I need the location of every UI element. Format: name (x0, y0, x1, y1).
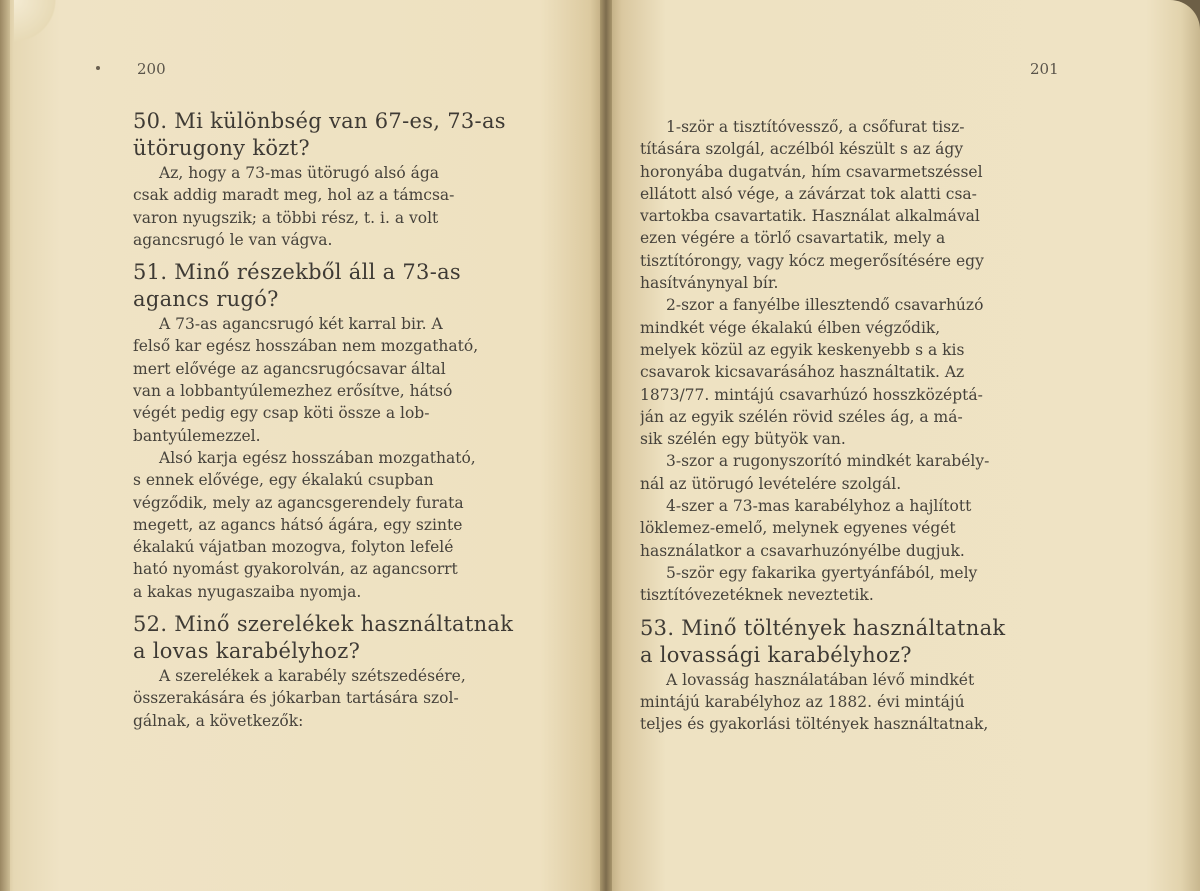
ink-dot (96, 66, 100, 70)
page-edge (0, 0, 10, 891)
page-number-left: 200 (137, 60, 166, 78)
text-line: a kakas nyugaszaiba nyomja. (133, 582, 362, 601)
text-line: végződik, mely az agancsgerendely furata (133, 493, 464, 512)
text-line: Az, hogy a 73-mas ütörugó alsó ága (159, 164, 440, 182)
question-heading-line: 53. Minő töltények használtatnak (640, 615, 1006, 640)
text-line: végét pedig egy csap köti össze a lob- (133, 404, 430, 423)
text-line: melyek közül az egyik keskenyebb s a kis (640, 340, 965, 359)
text-line: A lovasság használatában lévő mindkét (666, 670, 975, 689)
question-heading-line: a lovassági karabélyhoz? (640, 642, 912, 667)
book-gutter (600, 0, 612, 891)
text-line: 4-szer a 73-mas karabélyhoz a hajlított (666, 497, 972, 516)
text-line: teljes és gyakorlási töltények használtatnak, (640, 715, 989, 734)
text-line: varon nyugszik; a többi rész, t. i. a volt (133, 208, 439, 227)
text-line: A szerelékek a karabély szétszedésére, (159, 667, 466, 686)
text-line: felső kar egész hosszában nem mozgatható, (133, 337, 479, 356)
paragraph-gap (133, 603, 570, 611)
text-line: löklemez-emelő, melynek egyenes végét (640, 519, 956, 538)
text-line: bantyúlemezzel. (133, 426, 261, 445)
text-line: agancsrugó le van vágva. (133, 230, 333, 249)
question-heading-line: a lovas karabélyhoz? (133, 639, 361, 664)
text-line: ezen végére a törlő csavartatik, mely a (640, 229, 946, 248)
text-line: nál az ütörugó levételére szolgál. (640, 474, 902, 493)
text-line: hasítványnyal bír. (640, 274, 779, 293)
text-line: vartokba csavartatik. Használat alkalmával (640, 207, 980, 226)
text-line: Alsó karja egész hosszában mozgatható, (159, 448, 476, 467)
paragraph-gap (640, 607, 1072, 615)
text-line: van a lobbantyúlemezhez erősítve, hátsó (133, 382, 453, 401)
text-line: csak addig maradt meg, hol az a támcsa- (133, 186, 455, 205)
text-line: mintájú karabélyhoz az 1882. évi mintájú (640, 692, 965, 711)
page-number-right: 201 (1030, 60, 1059, 78)
text-line: ható nyomást gyakorolván, az agancsorrt (133, 560, 458, 579)
text-line: sik szélén egy bütyök van. (640, 430, 846, 449)
question-heading-line: agancs rugó? (133, 287, 279, 312)
text-line: 2-szor a fanyélbe illesztendő csavarhúzó (666, 296, 984, 315)
text-line: mert elővége az agancsrugócsavar által (133, 359, 446, 378)
page-corner-curl (14, 0, 64, 46)
text-line: ellátott alsó vége, a závárzat tok alatti csa- (640, 184, 977, 203)
text-line: csavarok kicsavarásához használtatik. Az (640, 363, 965, 382)
paragraph-gap (133, 251, 570, 259)
text-line: 5-ször egy fakarika gyertyánfából, mely (666, 563, 978, 582)
text-line: ján az egyik szélén rövid széles ág, a má- (640, 407, 963, 426)
text-line: mindkét vége ékalakú élben végződik, (640, 318, 941, 337)
question-heading-line: ütörugony közt? (133, 136, 310, 160)
left-text-column (133, 108, 570, 732)
text-line: gálnak, a következők: (133, 711, 304, 730)
text-line: s ennek elővége, egy ékalakú csupban (133, 471, 434, 490)
text-line: megett, az agancs hátsó ágára, egy szinte (133, 515, 463, 534)
right-page (606, 0, 1200, 891)
text-line: összerakására és jókarban tartására szol- (133, 689, 459, 708)
text-line: títására szolgál, aczélból készült s az ágy (640, 140, 964, 159)
text-line: használatkor a csavarhuzónyélbe dugjuk. (640, 541, 965, 560)
text-line: 1873/77. mintájú csavarhúzó hosszközéptá- (640, 385, 983, 404)
question-heading-line: 52. Minő szerelékek használtatnak (133, 612, 514, 637)
text-line: A 73-as agancsrugó két karral bir. A (159, 315, 443, 334)
text-line: tisztítórongy, vagy kócz megerősítésére egy (640, 251, 984, 270)
text-line: horonyába dugatván, hím csavarmetszéssel (640, 162, 983, 181)
question-heading-line: 51. Minő részekből áll a 73-as (133, 260, 462, 285)
question-heading-line: 50. Mi különbség van 67-es, 73-as (133, 109, 506, 133)
right-text-column (640, 116, 1072, 735)
text-line: 3-szor a rugonyszorító mindkét karabély- (666, 452, 990, 471)
text-line: ékalakú vájatban mozogva, folyton lefelé (133, 538, 454, 557)
text-line: 1-ször a tisztítóvessző, a csőfurat tisz- (666, 118, 965, 136)
text-line: tisztítóvezetéknek neveztetik. (640, 586, 874, 605)
